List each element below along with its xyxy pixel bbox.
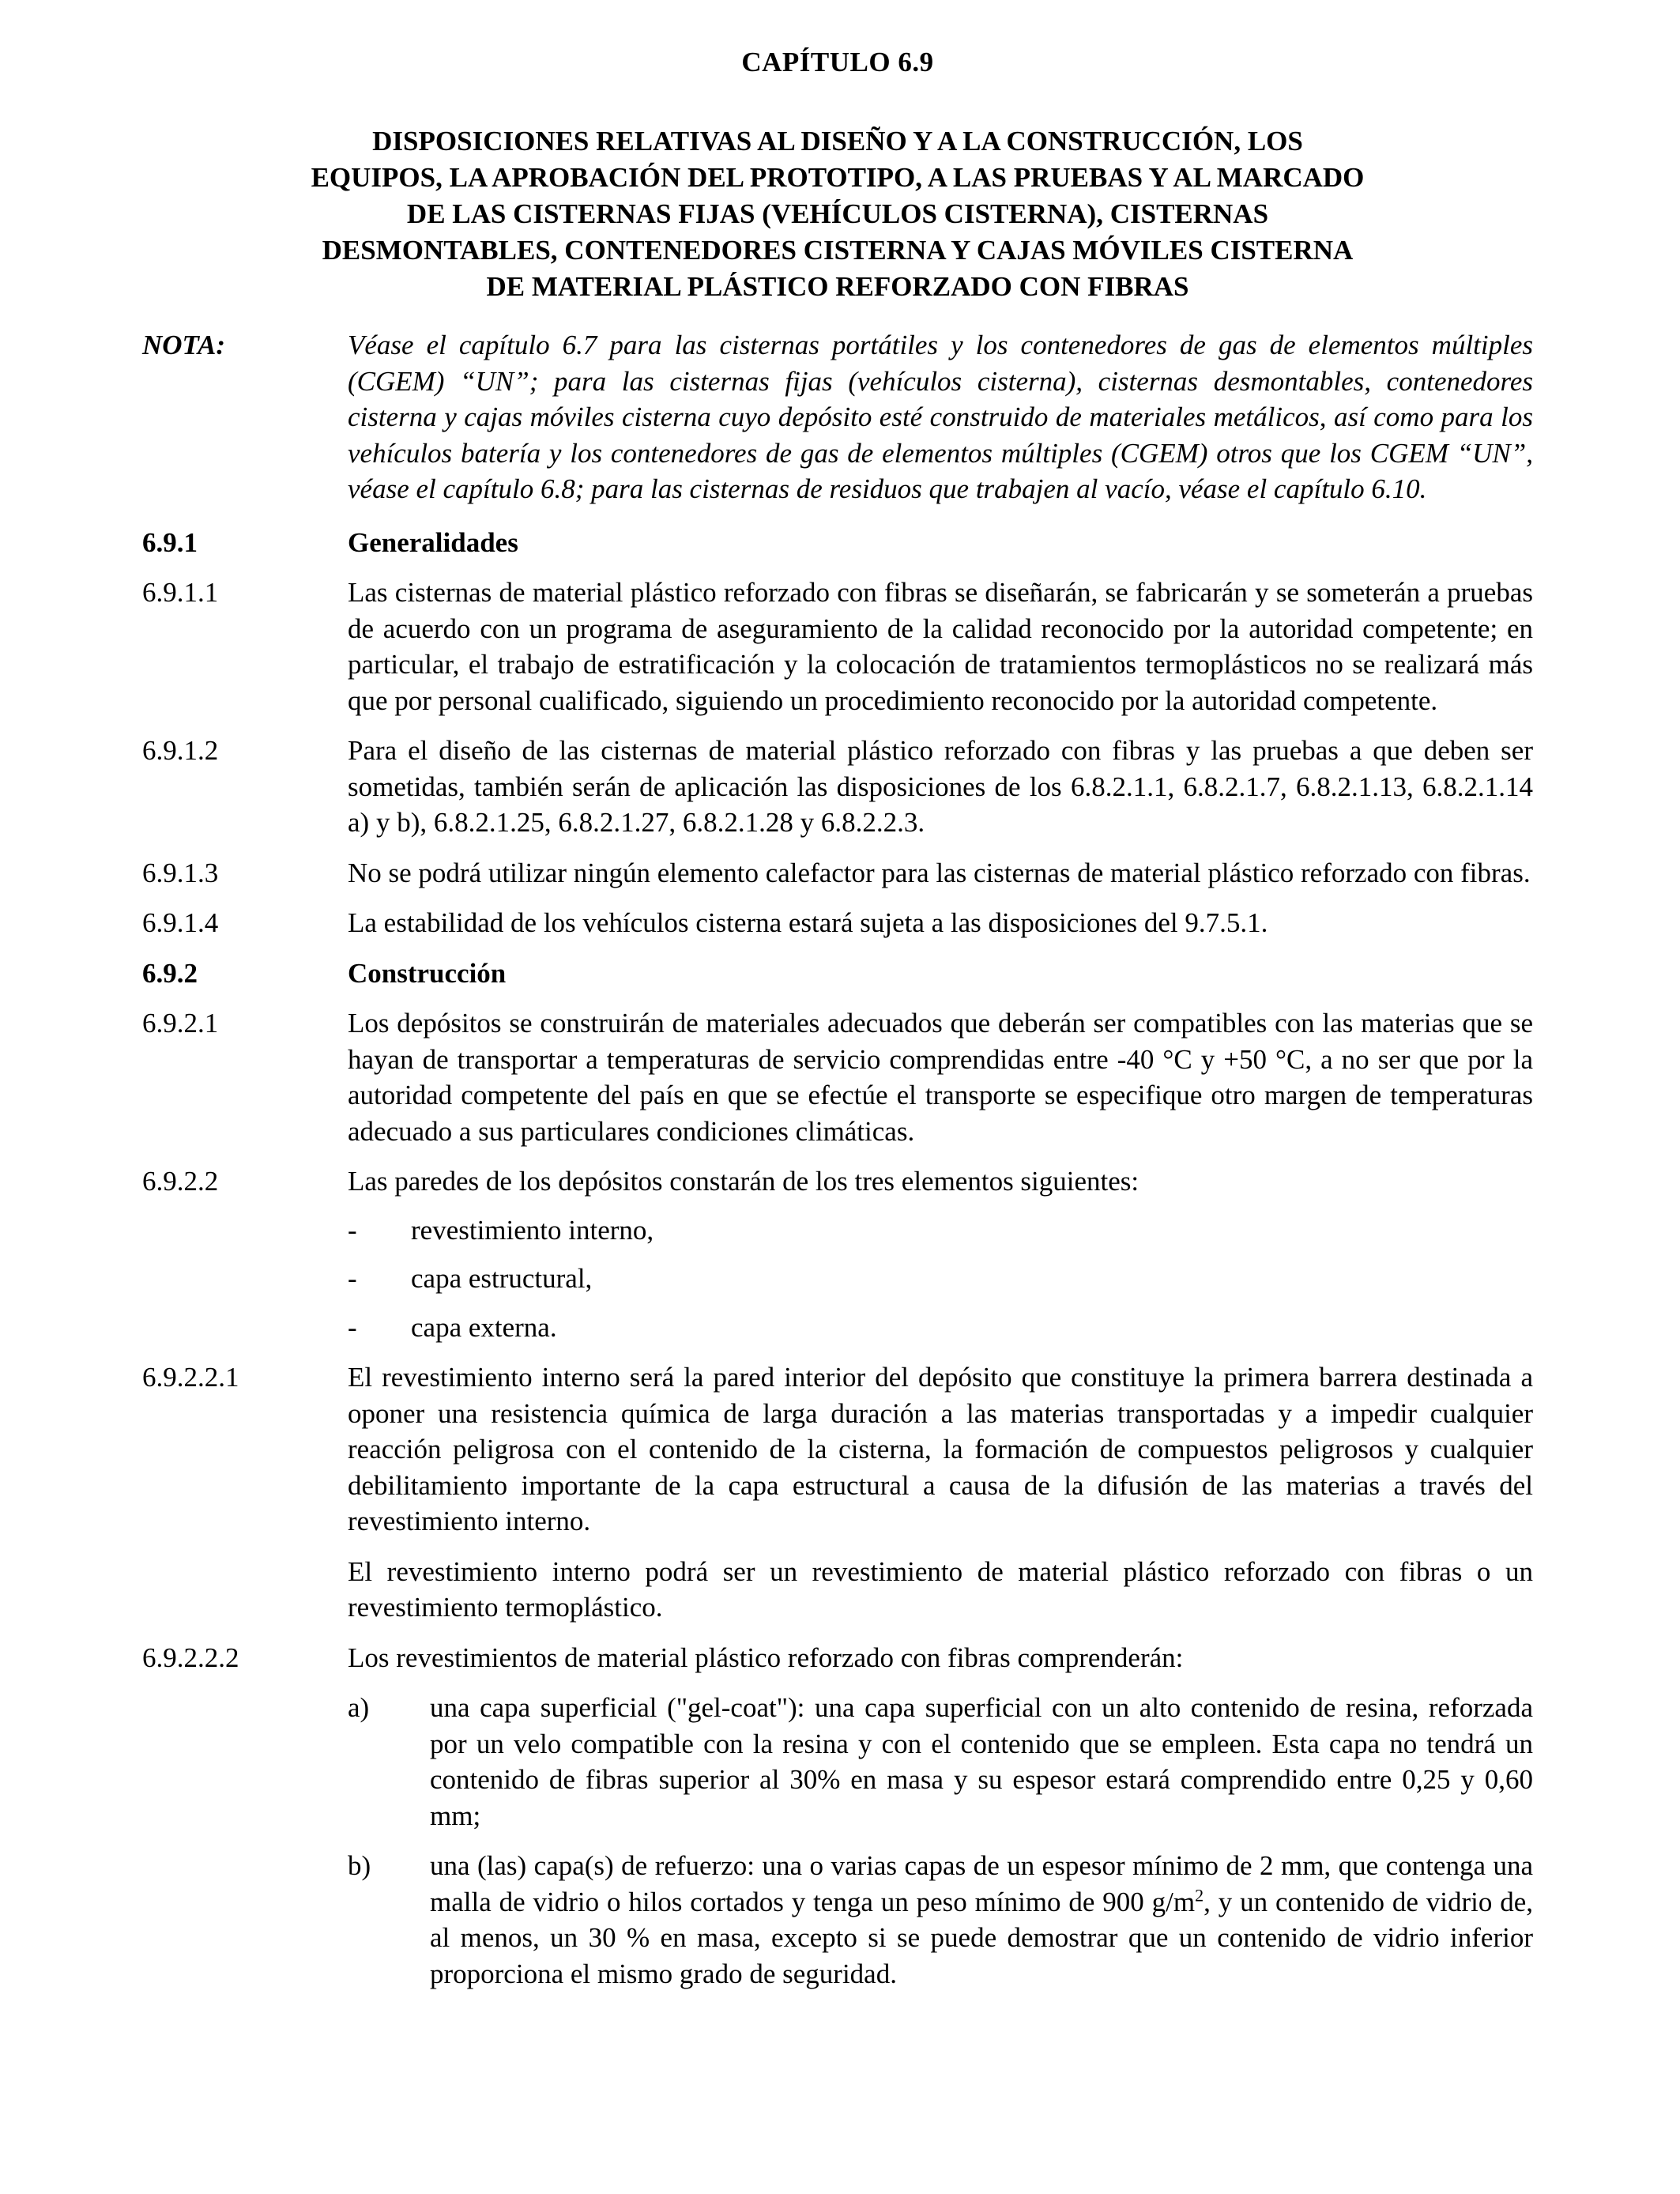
section-heading xyxy=(142,956,1533,992)
paragraph-continuation xyxy=(142,1554,1533,1626)
note-text: Véase el capítulo 6.7 para las cisternas portátiles y los contenedores de gas de elementos múltiples (CGEM) “UN”; para las cisternas fijas (vehículos cisterna), cisternas desmontables, contenedores cisterna y cajas móviles cisterna cuyo depósito esté construido de materiales metálicos, así como para los vehículos batería y los contenedores de gas de elementos múltiples (CGEM) otros que los CGEM “UN”, véase el capítulo 6.8; para las cisternas de residuos que trabajen al vacío, véase el capítulo 6.10. xyxy=(348,330,1533,504)
paragraph-text: Los depósitos se construirán de materiales adecuados que deberán ser compatibles con las materias que se hayan de transportar a temperaturas de servicio comprendidas entre -40 °C y +50 °C, a no ser que por la autoridad competente del país en que se efectúe el transporte se especifique otro margen de temperaturas adecuado a sus particulares condiciones climáticas. xyxy=(348,1008,1533,1147)
main-title xyxy=(142,123,1533,305)
list-dash: - xyxy=(348,1311,357,1343)
title-line: DISPOSICIONES RELATIVAS AL DISEÑO Y A LA CONSTRUCCIÓN, LOS xyxy=(372,126,1303,156)
list-item-text-part: una (las) capa(s) de refuerzo: una o varias capas de un espesor mínimo de 2 mm, que contenga una malla de vidrio o hilos cortados y tenga un peso mínimo de 900 g/m xyxy=(430,1850,1533,1917)
paragraph-number: 6.9.2.2.2 xyxy=(142,1642,239,1673)
paragraph-text: Los revestimientos de material plástico reforzado con fibras comprenderán: xyxy=(348,1642,1184,1673)
section-heading xyxy=(142,525,1533,561)
paragraph-number: 6.9.1.1 xyxy=(142,577,219,608)
list-item xyxy=(348,1690,1533,1834)
list-item-text: revestimiento interno, xyxy=(411,1214,654,1246)
paragraph-number: 6.9.2.2 xyxy=(142,1166,219,1197)
title-line: DE MATERIAL PLÁSTICO REFORZADO CON FIBRAS xyxy=(486,271,1189,302)
paragraph xyxy=(142,575,1533,718)
list-item-text-part: , y un contenido de vidrio de, al menos, un 30 % en masa, excepto si se puede demostrar que un contenido de vidrio inferior proporciona el mismo grado de seguridad. xyxy=(430,1886,1533,1989)
paragraph-text: El revestimiento interno será la pared interior del depósito que constituye la primera barrera destinada a oponer una resistencia química de larga duración a las materias transportadas y a impedir cualquier reacción peligrosa con el contenido de la cisterna, la formación de compuestos peligrosos y cualquier debilitamiento importante de la capa estructural a causa de la difusión de las materias a través del revestimiento interno. xyxy=(348,1362,1533,1536)
paragraph-text: Las cisternas de material plástico reforzado con fibras se diseñarán, se fabricarán y se someterán a pruebas de acuerdo con un programa de aseguramiento de la calidad reconocido por la autoridad competente; en particular, el trabajo de estratificación y la colocación de tratamientos termoplásticos no se realizará más que por personal cualificado, siguiendo un procedimiento reconocido por la autoridad competente. xyxy=(348,577,1533,716)
paragraph-text: Las paredes de los depósitos constarán de los tres elementos siguientes: xyxy=(348,1166,1139,1197)
paragraph-text: No se podrá utilizar ningún elemento calefactor para las cisternas de material plástico reforzado con fibras. xyxy=(348,857,1531,888)
paragraph xyxy=(142,905,1533,941)
title-line: DESMONTABLES, CONTENEDORES CISTERNA Y CAJAS MÓVILES CISTERNA xyxy=(322,235,1354,266)
paragraph-number: 6.9.1.4 xyxy=(142,907,219,938)
paragraph-number: 6.9.2.1 xyxy=(142,1008,219,1039)
paragraph-text: Para el diseño de las cisternas de material plástico reforzado con fibras y las pruebas a que deben ser sometidas, también serán de aplicación las disposiciones de los 6.8.2.1.1, 6.8.2.1.7, 6.8.2.1.13, 6.8.2.1.14 a) y b), 6.8.2.1.25, 6.8.2.1.27, 6.8.2.1.28 y 6.8.2.2.3. xyxy=(348,735,1533,838)
section-number: 6.9.2 xyxy=(142,957,198,989)
section-number: 6.9.1 xyxy=(142,526,198,558)
paragraph xyxy=(142,1163,1533,1200)
note xyxy=(142,327,1533,507)
paragraph xyxy=(142,855,1533,892)
list-item-text: capa estructural, xyxy=(411,1263,593,1294)
paragraph xyxy=(142,1005,1533,1149)
paragraph-text: La estabilidad de los vehículos cisterna estará sujeta a las disposiciones del 9.7.5.1. xyxy=(348,907,1268,938)
list-item xyxy=(348,1848,1533,1992)
list-dash: - xyxy=(348,1214,357,1246)
list-item-text: una capa superficial ("gel-coat"): una capa superficial con un alto contenido de resina, reforzada por un velo compatible con la resina y con el contenido que se empleen. Esta capa no tendrá un contenido de fibras superior al 30% en masa y su espesor estará comprendido entre 0,25 y 0,60 mm; xyxy=(430,1692,1533,1831)
list-item-text: capa externa. xyxy=(411,1311,557,1343)
list-letter: a) xyxy=(348,1692,370,1723)
list-item-text xyxy=(430,1848,1533,1992)
list-letter: b) xyxy=(348,1850,371,1881)
list-dash: - xyxy=(348,1263,357,1294)
paragraph-number: 6.9.1.3 xyxy=(142,857,219,888)
list-item xyxy=(348,1261,1533,1297)
section-title: Generalidades xyxy=(348,526,518,558)
paragraph xyxy=(142,1640,1533,1676)
title-line: EQUIPOS, LA APROBACIÓN DEL PROTOTIPO, A LAS PRUEBAS Y AL MARCADO xyxy=(311,162,1365,193)
paragraph-number: 6.9.2.2.1 xyxy=(142,1362,239,1393)
chapter-title: CAPÍTULO 6.9 xyxy=(741,47,934,77)
document-page xyxy=(142,44,1533,1992)
paragraph-text: El revestimiento interno podrá ser un revestimiento de material plástico reforzado con fibras o un revestimiento termoplástico. xyxy=(348,1555,1533,1623)
note-label: NOTA: xyxy=(142,330,225,360)
list-item xyxy=(348,1212,1533,1249)
list-item xyxy=(348,1310,1533,1346)
section-title: Construcción xyxy=(348,957,507,989)
paragraph xyxy=(142,1359,1533,1540)
paragraph-number: 6.9.1.2 xyxy=(142,735,219,766)
paragraph xyxy=(142,733,1533,841)
superscript: 2 xyxy=(1195,1884,1204,1905)
title-line: DE LAS CISTERNAS FIJAS (VEHÍCULOS CISTERNA), CISTERNAS xyxy=(406,198,1269,229)
